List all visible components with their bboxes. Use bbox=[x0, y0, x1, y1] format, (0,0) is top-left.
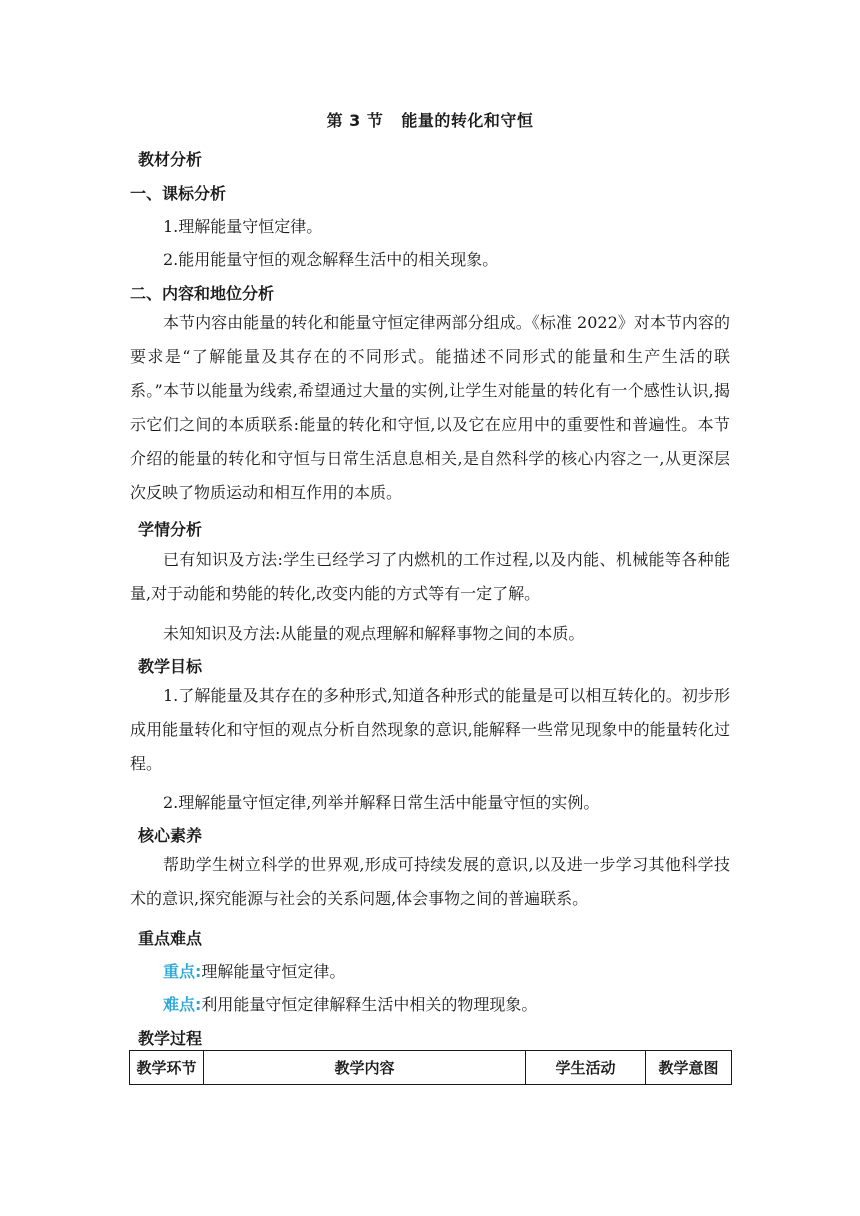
curriculum-item-2: 2.能用能量守恒的观念解释生活中的相关现象。 bbox=[163, 250, 499, 269]
section-name: 能量的转化和守恒 bbox=[401, 111, 534, 130]
column-header-activity: 学生活动 bbox=[526, 1051, 646, 1085]
table-header-row bbox=[130, 1051, 732, 1085]
learner-unknown-paragraph: 未知知识及方法:从能量的观点理解和解释事物之间的本质。 bbox=[163, 624, 585, 643]
heading-objectives: 教学目标 bbox=[138, 657, 203, 676]
heading-key-points: 重点难点 bbox=[138, 929, 203, 948]
learner-known-paragraph: 已有知识及方法:学生已经学习了内燃机的工作过程,以及内能、机械能等各种能量,对于动能和势能的转化,改变内能的方式等有一定了解。 bbox=[130, 550, 730, 603]
objective-item-2: 2.理解能量守恒定律,列举并解释日常生活中能量守恒的实例。 bbox=[163, 793, 600, 812]
difficulty-line bbox=[163, 992, 537, 1015]
teaching-process-table bbox=[129, 1050, 732, 1085]
column-header-stage: 教学环节 bbox=[130, 1051, 204, 1085]
difficulty-text: 利用能量守恒定律解释生活中相关的物理现象。 bbox=[201, 995, 538, 1014]
column-header-content: 教学内容 bbox=[204, 1051, 526, 1085]
core-literacy-paragraph: 帮助学生树立科学的世界观,形成可持续发展的意识,以及进一步学习其他科学技术的意识,探究能源与社会的关系问题,体会事物之间的普遍联系。 bbox=[130, 855, 730, 908]
content-analysis-paragraph: 本节内容由能量的转化和能量守恒定律两部分组成。《标准 2022》对本节内容的要求是“了解能量及其存在的不同形式。能描述不同形式的能量和生产生活的联系。”本节以能量为线索,希望通过大量的实例,让学生对能量的转化有一个感性认识,揭示它们之间的本质联系:能量的转化和守恒,以及它在应用中的重要性和普遍性。本节介绍的能量的转化和守恒与日常生活息息相关,是自然科学的核心内容之一,从更深层次反映了物质运动和相互作用的本质。 bbox=[130, 313, 730, 502]
curriculum-item-1: 1.理解能量守恒定律。 bbox=[163, 217, 323, 236]
key-point-label: 重点: bbox=[163, 962, 202, 981]
heading-core-literacy: 核心素养 bbox=[138, 826, 203, 845]
column-header-intent: 教学意图 bbox=[646, 1051, 732, 1085]
heading-teaching-process: 教学过程 bbox=[138, 1029, 203, 1048]
key-point-text: 理解能量守恒定律。 bbox=[201, 962, 346, 981]
objective-item-1: 1.了解能量及其存在的多种形式,知道各种形式的能量是可以相互转化的。初步形成用能量转化和守恒的观点分析自然现象的意识,能解释一些常见现象中的能量转化过程。 bbox=[130, 686, 730, 773]
key-point-line bbox=[163, 959, 345, 982]
section-number: 第 3 节 bbox=[326, 111, 384, 130]
heading-learner-analysis: 学情分析 bbox=[138, 520, 203, 539]
page-title bbox=[0, 108, 860, 131]
difficulty-label: 难点: bbox=[163, 995, 202, 1014]
heading-content-analysis: 二、内容和地位分析 bbox=[130, 284, 275, 303]
heading-curriculum-analysis: 一、课标分析 bbox=[130, 184, 227, 203]
heading-material-analysis: 教材分析 bbox=[138, 150, 203, 169]
